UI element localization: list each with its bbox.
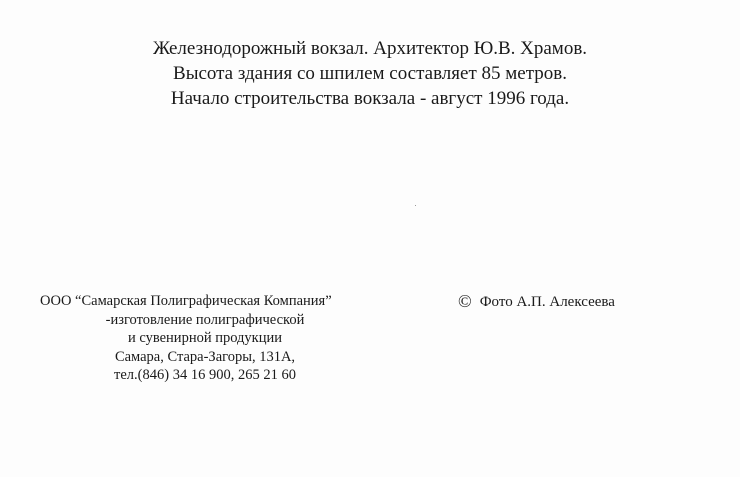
publisher-address: Самара, Стара-Загоры, 131А, [114, 348, 296, 365]
caption-line-1: Железнодорожный вокзал. Архитектор Ю.В. Храмов. [152, 38, 588, 59]
photo-caption [0, 36, 740, 111]
dust-speck [415, 205, 416, 206]
publisher-line-3: и сувенирной продукции [127, 330, 283, 346]
photo-credit-text: Фото А.П. Алексеева [479, 294, 615, 310]
photo-credit [458, 291, 615, 312]
publisher-phone: тел.(846) 34 16 900, 265 21 60 [114, 367, 296, 383]
publisher-company: ООО “Самарская Полиграфическая Компания” [40, 293, 332, 309]
copyright-icon: © [458, 291, 472, 311]
publisher-info [40, 292, 370, 385]
caption-line-2: Высота здания со шпилем составляет 85 метров. [173, 63, 567, 84]
caption-line-3: Начало строительства вокзала - август 1996 года. [170, 88, 570, 109]
publisher-line-2: -изготовление полиграфической [105, 311, 305, 328]
